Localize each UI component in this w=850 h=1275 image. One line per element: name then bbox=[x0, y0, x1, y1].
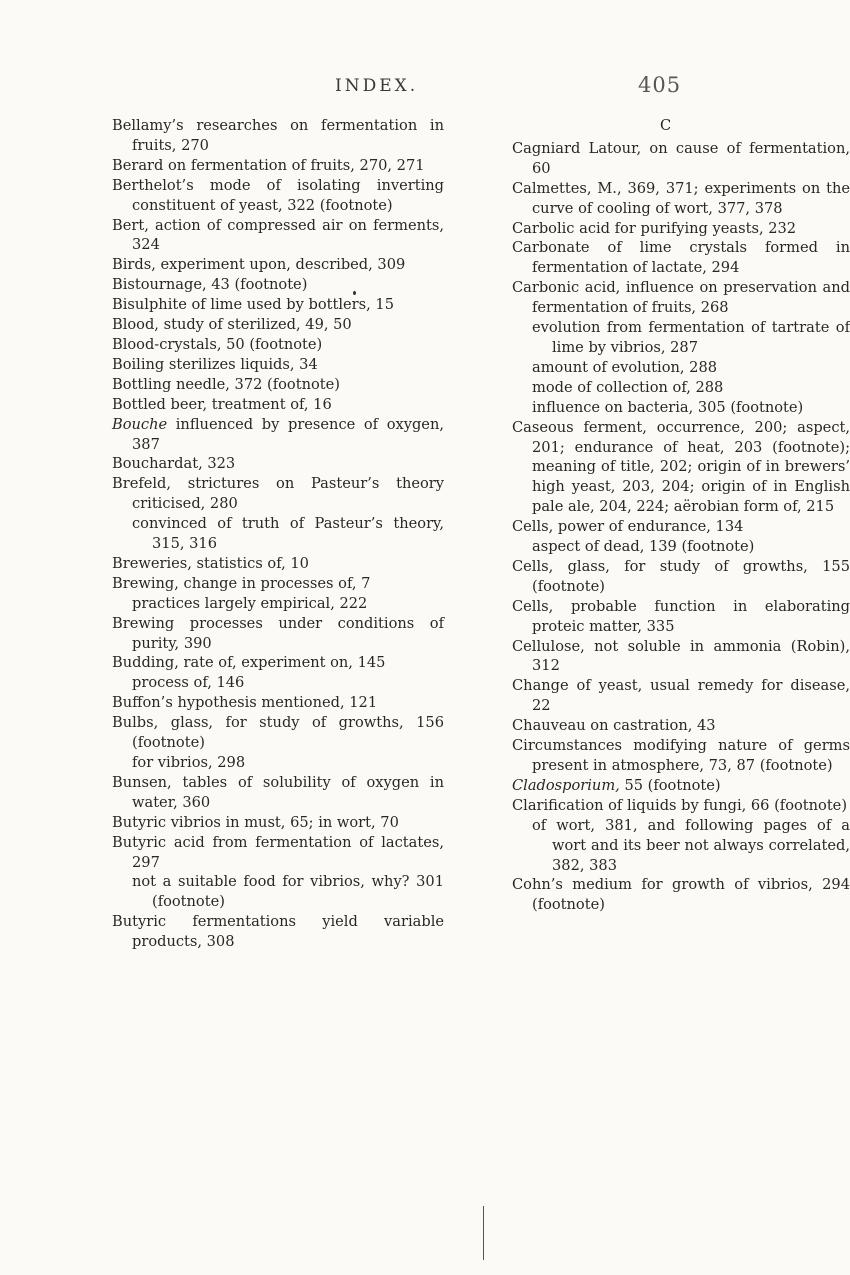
index-entry bbox=[112, 594, 444, 614]
index-entry bbox=[112, 912, 444, 952]
entry-text: Bellamy’s researches on fermentation in fruits, 270 bbox=[112, 117, 444, 154]
index-entry bbox=[112, 872, 444, 912]
index-entry bbox=[112, 653, 444, 673]
entry-text: Blood, study of sterilized, 49, 50 bbox=[112, 316, 352, 334]
entry-text: Bisulphite of lime used by bottlers, 15 bbox=[112, 296, 394, 314]
entry-text: Cagniard Latour, on cause of fermentation, 60 bbox=[512, 139, 850, 177]
right-column bbox=[512, 116, 850, 915]
index-entry bbox=[112, 474, 444, 514]
index-entry bbox=[112, 255, 444, 275]
section-letter: C bbox=[660, 117, 672, 134]
entry-text: Bottling needle, 372 (footnote) bbox=[112, 375, 340, 393]
entry-text: Butyric vibrios in must, 65; in wort, 70 bbox=[112, 813, 399, 831]
entry-text: of wort, 381, and following pages of a wort and its beer not always correlated, 382, 383 bbox=[532, 816, 850, 874]
index-entry bbox=[512, 716, 850, 736]
entry-text: Berthelot’s mode of isolating inverting constituent of yeast, 322 (footnote) bbox=[112, 176, 444, 214]
entry-text: Bunsen, tables of solubility of oxygen in water, 360 bbox=[112, 773, 444, 811]
index-entry bbox=[112, 753, 444, 773]
index-entry bbox=[512, 637, 850, 677]
index-entry bbox=[112, 335, 444, 355]
index-entry bbox=[112, 673, 444, 693]
entry-text: evolution from fermentation of tartrate of lime by vibrios, 287 bbox=[532, 319, 850, 356]
index-entry bbox=[112, 713, 444, 753]
index-entry bbox=[112, 355, 444, 375]
entry-text: amount of evolution, 288 bbox=[532, 358, 718, 376]
index-entry bbox=[112, 554, 444, 574]
entry-text: Brewing, change in processes of, 7 bbox=[112, 574, 371, 592]
index-entry bbox=[112, 295, 444, 315]
entry-text: not a suitable food for vibrios, why? 301 (footnote) bbox=[132, 873, 444, 911]
right-entries bbox=[512, 139, 850, 915]
index-entry bbox=[512, 537, 850, 557]
index-entry bbox=[512, 597, 850, 637]
entry-text: Butyric acid from fermentation of lactates, 297 bbox=[112, 833, 444, 871]
entry-text: Circumstances modifying nature of germs present in atmosphere, 73, 87 (footnote) bbox=[512, 737, 850, 774]
index-entry bbox=[512, 318, 850, 358]
index-entry bbox=[512, 517, 850, 537]
entry-text: Budding, rate of, experiment on, 145 bbox=[112, 654, 386, 672]
margin-rule bbox=[483, 1206, 484, 1260]
entry-text: Bouchardat, 323 bbox=[112, 455, 236, 473]
index-entry bbox=[112, 773, 444, 813]
entry-italic-term: Bouche bbox=[112, 415, 168, 433]
index-entry bbox=[112, 415, 444, 455]
index-entry bbox=[112, 275, 444, 295]
entry-text: 55 (footnote) bbox=[619, 776, 721, 794]
entry-text: influenced by presence of oxygen, 387 bbox=[132, 415, 444, 453]
index-entry bbox=[512, 776, 850, 796]
entry-text: process of, 146 bbox=[132, 674, 245, 692]
index-entry bbox=[512, 875, 850, 915]
index-entry bbox=[112, 156, 444, 176]
index-entry bbox=[512, 796, 850, 816]
ink-speck bbox=[353, 291, 356, 295]
index-entry bbox=[112, 454, 444, 474]
index-entry bbox=[112, 813, 444, 833]
entry-text: Cellulose, not soluble in ammonia (Robin), 312 bbox=[512, 637, 850, 675]
entry-text: Chauveau on castration, 43 bbox=[512, 717, 716, 735]
index-entry bbox=[512, 816, 850, 876]
entry-text: aspect of dead, 139 (footnote) bbox=[532, 538, 755, 556]
entry-text: convinced of truth of Pasteur’s theory, 315, 316 bbox=[132, 515, 444, 553]
entry-text: mode of collection of, 288 bbox=[532, 378, 724, 396]
entry-text: Bistournage, 43 (footnote) bbox=[112, 276, 308, 294]
entry-text: Change of yeast, usual remedy for disease, 22 bbox=[512, 677, 850, 715]
index-entry bbox=[512, 238, 850, 278]
index-entry bbox=[512, 398, 850, 418]
entry-text: Brewing processes under conditions of purity, 390 bbox=[112, 614, 444, 652]
entry-text: Carbonate of lime crystals formed in fermentation of lactate, 294 bbox=[512, 239, 850, 277]
index-entry bbox=[112, 315, 444, 335]
index-entry bbox=[512, 139, 850, 179]
entry-text: Calmettes, M., 369, 371; experiments on the curve of cooling of wort, 377, 378 bbox=[512, 179, 850, 217]
index-entry bbox=[112, 395, 444, 415]
index-entry bbox=[512, 378, 850, 398]
entry-text: for vibrios, 298 bbox=[132, 754, 246, 771]
running-title: INDEX. bbox=[335, 76, 419, 96]
index-entry bbox=[512, 418, 850, 518]
entry-text: Bottled beer, treatment of, 16 bbox=[112, 395, 332, 413]
entry-text: Breweries, statistics of, 10 bbox=[112, 554, 309, 572]
index-entry bbox=[112, 614, 444, 654]
entry-text: practices largely empirical, 222 bbox=[132, 594, 368, 612]
index-entry bbox=[112, 116, 444, 156]
entry-text: Cells, power of endurance, 134 bbox=[512, 518, 744, 536]
index-entry bbox=[112, 693, 444, 713]
entry-text: Clarification of liquids by fungi, 66 (footnote) bbox=[512, 796, 848, 814]
index-entry bbox=[112, 833, 444, 873]
entry-text: Cells, glass, for study of growths, 155 (footnote) bbox=[512, 557, 850, 595]
page-header bbox=[0, 73, 800, 106]
left-column bbox=[112, 116, 444, 952]
index-entry bbox=[512, 278, 850, 318]
entry-text: Berard on fermentation of fruits, 270, 271 bbox=[112, 156, 425, 174]
index-entry bbox=[112, 574, 444, 594]
entry-italic-term: Cladosporium, bbox=[512, 776, 620, 794]
index-entry bbox=[112, 375, 444, 395]
index-entry bbox=[512, 736, 850, 776]
entry-text: Cohn’s medium for growth of vibrios, 294 (footnote) bbox=[512, 876, 850, 914]
entry-text: Bulbs, glass, for study of growths, 156 (footnote) bbox=[112, 714, 444, 752]
entry-text: Boiling sterilizes liquids, 34 bbox=[112, 355, 318, 373]
entry-text: Birds, experiment upon, described, 309 bbox=[112, 256, 406, 274]
index-entry bbox=[112, 176, 444, 216]
entry-text: Carbonic acid, influence on preservation and fermentation of fruits, 268 bbox=[512, 279, 850, 317]
entry-text: Buffon’s hypothesis mentioned, 121 bbox=[112, 694, 378, 712]
index-entry bbox=[112, 216, 444, 256]
index-entry bbox=[512, 676, 850, 716]
entry-text: Caseous ferment, occurrence, 200; aspect, 201; endurance of heat, 203 (footnote); meaning of title, 202; origin of in brewers’ high yeast, 203, 204; origin of in English pale ale, 204, 224; aërobian form of, 215 bbox=[512, 418, 850, 516]
entry-text: Blood-crystals, 50 (footnote) bbox=[112, 335, 323, 353]
index-entry bbox=[512, 219, 850, 239]
entry-text: influence on bacteria, 305 (footnote) bbox=[532, 398, 804, 416]
page-number: 405 bbox=[638, 73, 682, 97]
index-entry bbox=[112, 514, 444, 554]
entry-text: Brefeld, strictures on Pasteur’s theory criticised, 280 bbox=[112, 475, 444, 513]
entry-text: Butyric fermentations yield variable products, 308 bbox=[112, 913, 444, 951]
entry-text: Cells, probable function in elaborating proteic matter, 335 bbox=[512, 597, 850, 635]
entry-text: Bert, action of compressed air on ferments, 324 bbox=[112, 216, 444, 254]
index-entry bbox=[512, 179, 850, 219]
index-entry bbox=[512, 557, 850, 597]
index-entry bbox=[512, 358, 850, 378]
entry-text: Carbolic acid for purifying yeasts, 232 bbox=[512, 219, 797, 237]
